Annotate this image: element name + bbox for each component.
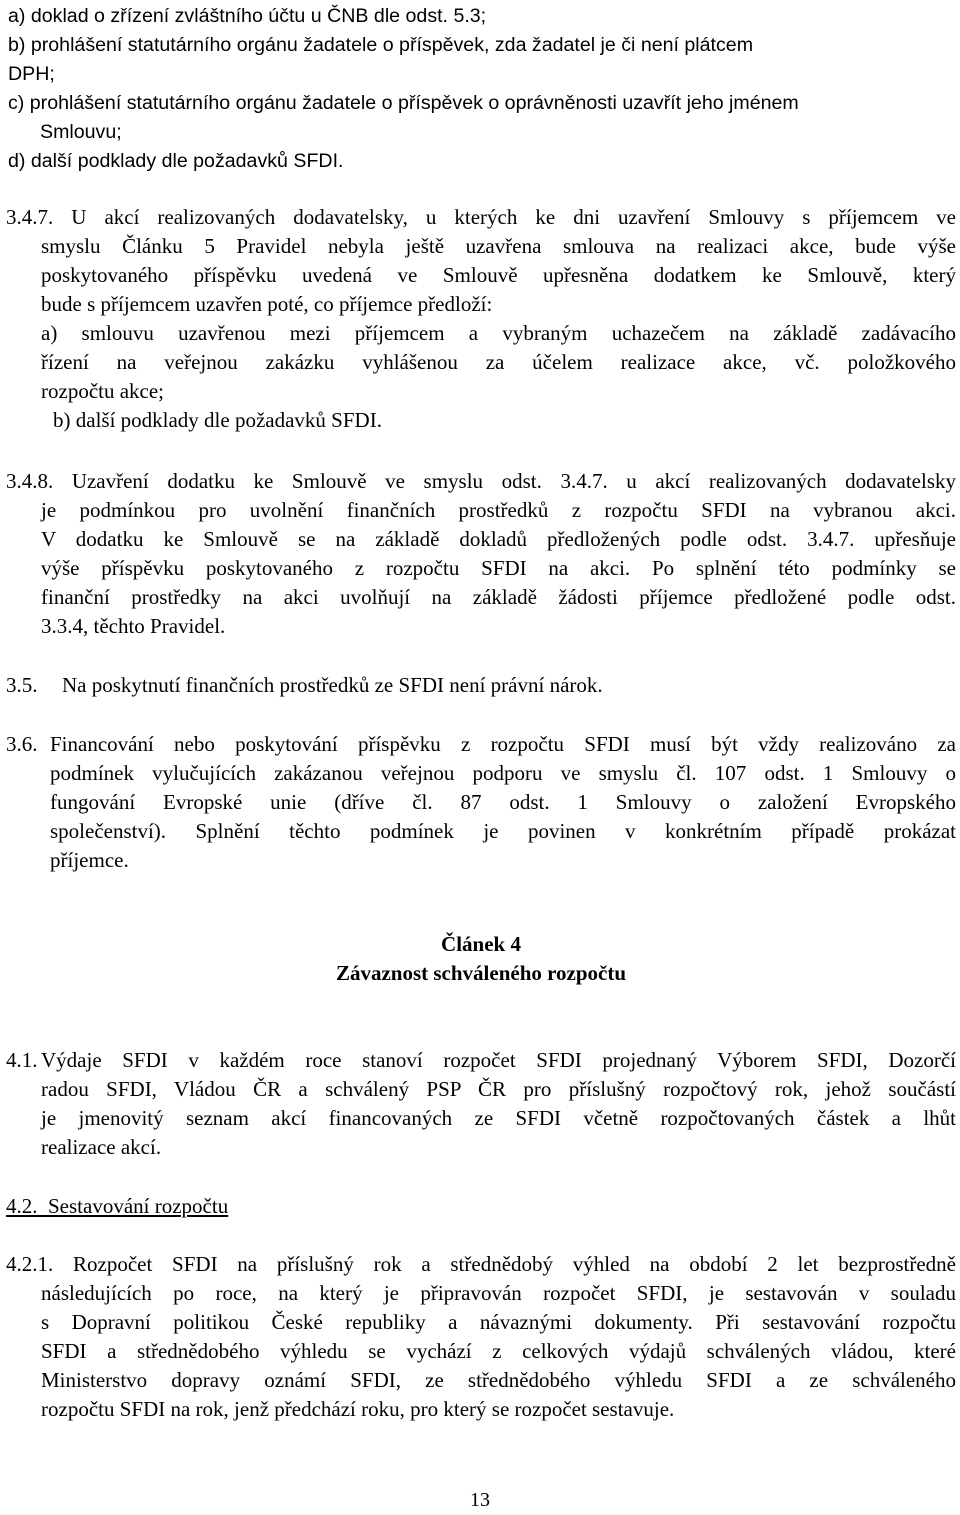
list-item-a: a) doklad o zřízení zvláštního účtu u ČNB dle odst. 5.3;	[8, 5, 487, 27]
paragraph-line: SFDI a střednědobého výhledu se vychází z celkových výdajů schválených vládou, které	[41, 1339, 956, 1363]
paragraph-line: 3.3.4, těchto Pravidel.	[41, 614, 226, 638]
paragraph-line: příjemce.	[50, 848, 129, 872]
paragraph-line: U akcí realizovaných dodavatelsky, u kterých ke dni uzavření Smlouvy s příjemcem ve	[71, 205, 956, 229]
section-title: Sestavování rozpočtu	[48, 1194, 229, 1218]
top-list	[8, 2, 958, 176]
section-3-4-7	[6, 203, 956, 435]
list-item-b-line1: b) prohlášení statutárního orgánu žadatele o příspěvek, zda žadatel je či není plátcem	[8, 34, 754, 56]
page-number: 13	[470, 1489, 490, 1511]
article-title: Článek 4	[441, 932, 521, 956]
section-3-6	[6, 730, 956, 875]
list-item-b: b) další podklady dle požadavků SFDI.	[53, 408, 382, 432]
section-number: 4.2.1.	[6, 1252, 54, 1276]
paragraph-line: Financování nebo poskytování příspěvku z rozpočtu SFDI musí být vždy realizováno za	[50, 732, 956, 756]
article-heading	[6, 930, 956, 988]
paragraph-line: podmínek vylučujících zakázanou veřejnou podporu ve smyslu čl. 107 odst. 1 Smlouvy o	[50, 761, 956, 785]
paragraph-line: je jmenovitý seznam akcí financovaných ze SFDI včetně rozpočtovaných částek a lhůt	[41, 1106, 956, 1130]
section-number: 3.4.7.	[6, 205, 54, 229]
paragraph-line: s Dopravní politikou České republiky a návaznými dokumenty. Při sestavování rozpočtu	[41, 1310, 956, 1334]
section-number: 4.2.	[6, 1194, 38, 1218]
paragraph-line: V dodatku ke Smlouvě se na základě dokladů předložených podle odst. 3.4.7. upřesňuje	[41, 527, 956, 551]
section-number: 4.1.	[6, 1048, 38, 1072]
paragraph-line: radou SFDI, Vládou ČR a schválený PSP ČR pro příslušný rozpočtový rok, jehož součástí	[41, 1077, 956, 1101]
list-item-b-line2: DPH;	[8, 63, 55, 85]
section-4-1	[6, 1046, 956, 1162]
list-item-a-line3: rozpočtu akce;	[41, 379, 165, 403]
section-3-5	[6, 671, 956, 700]
paragraph-line: finanční prostředky na akci uvolňují na základě žádosti příjemce předložené podle odst.	[41, 585, 956, 609]
paragraph-line: rozpočtu SFDI na rok, jenž předchází roku, pro který se rozpočet sestavuje.	[41, 1397, 675, 1421]
paragraph-line: realizace akcí.	[41, 1135, 162, 1159]
section-4-2	[6, 1192, 956, 1221]
section-number: 3.5.	[6, 673, 38, 697]
paragraph-line: je podmínkou pro uvolnění finančních prostředků z rozpočtu SFDI na vybranou akci.	[41, 498, 956, 522]
list-item-a-line2: řízení na veřejnou zakázku vyhlášenou za účelem realizace akce, vč. položkového	[41, 350, 956, 374]
paragraph-line: bude s příjemcem uzavřen poté, co příjemce předloží:	[41, 292, 493, 316]
list-item-c-line2: Smlouvu;	[40, 121, 122, 143]
paragraph-line: Uzavření dodatku ke Smlouvě ve smyslu odst. 3.4.7. u akcí realizovaných dodavatelsky	[71, 469, 956, 493]
list-item-d: d) další podklady dle požadavků SFDI.	[8, 150, 344, 172]
section-3-4-8	[6, 467, 956, 641]
paragraph-line: Na poskytnutí finančních prostředků ze SFDI není právní nárok.	[62, 673, 603, 697]
article-subtitle: Závaznost schváleného rozpočtu	[335, 961, 627, 985]
paragraph-line: následujících po roce, na který je připravován rozpočet SFDI, je sestavován v souladu	[41, 1281, 956, 1305]
paragraph-line: společenství). Splnění těchto podmínek je povinen v konkrétním případě prokázat	[50, 819, 956, 843]
paragraph-line: fungování Evropské unie (dříve čl. 87 odst. 1 Smlouvy o založení Evropského	[50, 790, 956, 814]
list-item-a-line1: a) smlouvu uzavřenou mezi příjemcem a vybraným uchazečem na základě zadávacího	[41, 321, 956, 345]
section-number: 3.6.	[6, 732, 38, 756]
paragraph-line: Výdaje SFDI v každém roce stanoví rozpočet SFDI projednaný Výborem SFDI, Dozorčí	[41, 1048, 956, 1072]
paragraph-line: Rozpočet SFDI na příslušný rok a střednědobý výhled na období 2 let bezprostředně	[73, 1252, 957, 1276]
list-item-c-line1: c) prohlášení statutárního orgánu žadatele o příspěvek o oprávněnosti uzavřít jeho jménem	[8, 92, 799, 114]
section-number: 3.4.8.	[6, 469, 54, 493]
paragraph-line: výše příspěvku poskytovaného z rozpočtu SFDI na akci. Po splnění této podmínky se	[41, 556, 956, 580]
paragraph-line: poskytovaného příspěvku uvedená ve Smlouvě upřesněna dodatkem ke Smlouvě, který	[41, 263, 956, 287]
section-4-2-1	[6, 1250, 956, 1424]
paragraph-line: Ministerstvo dopravy oznámí SFDI, ze střednědobého výhledu SFDI a ze schváleného	[41, 1368, 956, 1392]
paragraph-line: smyslu Článku 5 Pravidel nebyla ještě uzavřena smlouva na realizaci akce, bude výše	[41, 234, 956, 258]
